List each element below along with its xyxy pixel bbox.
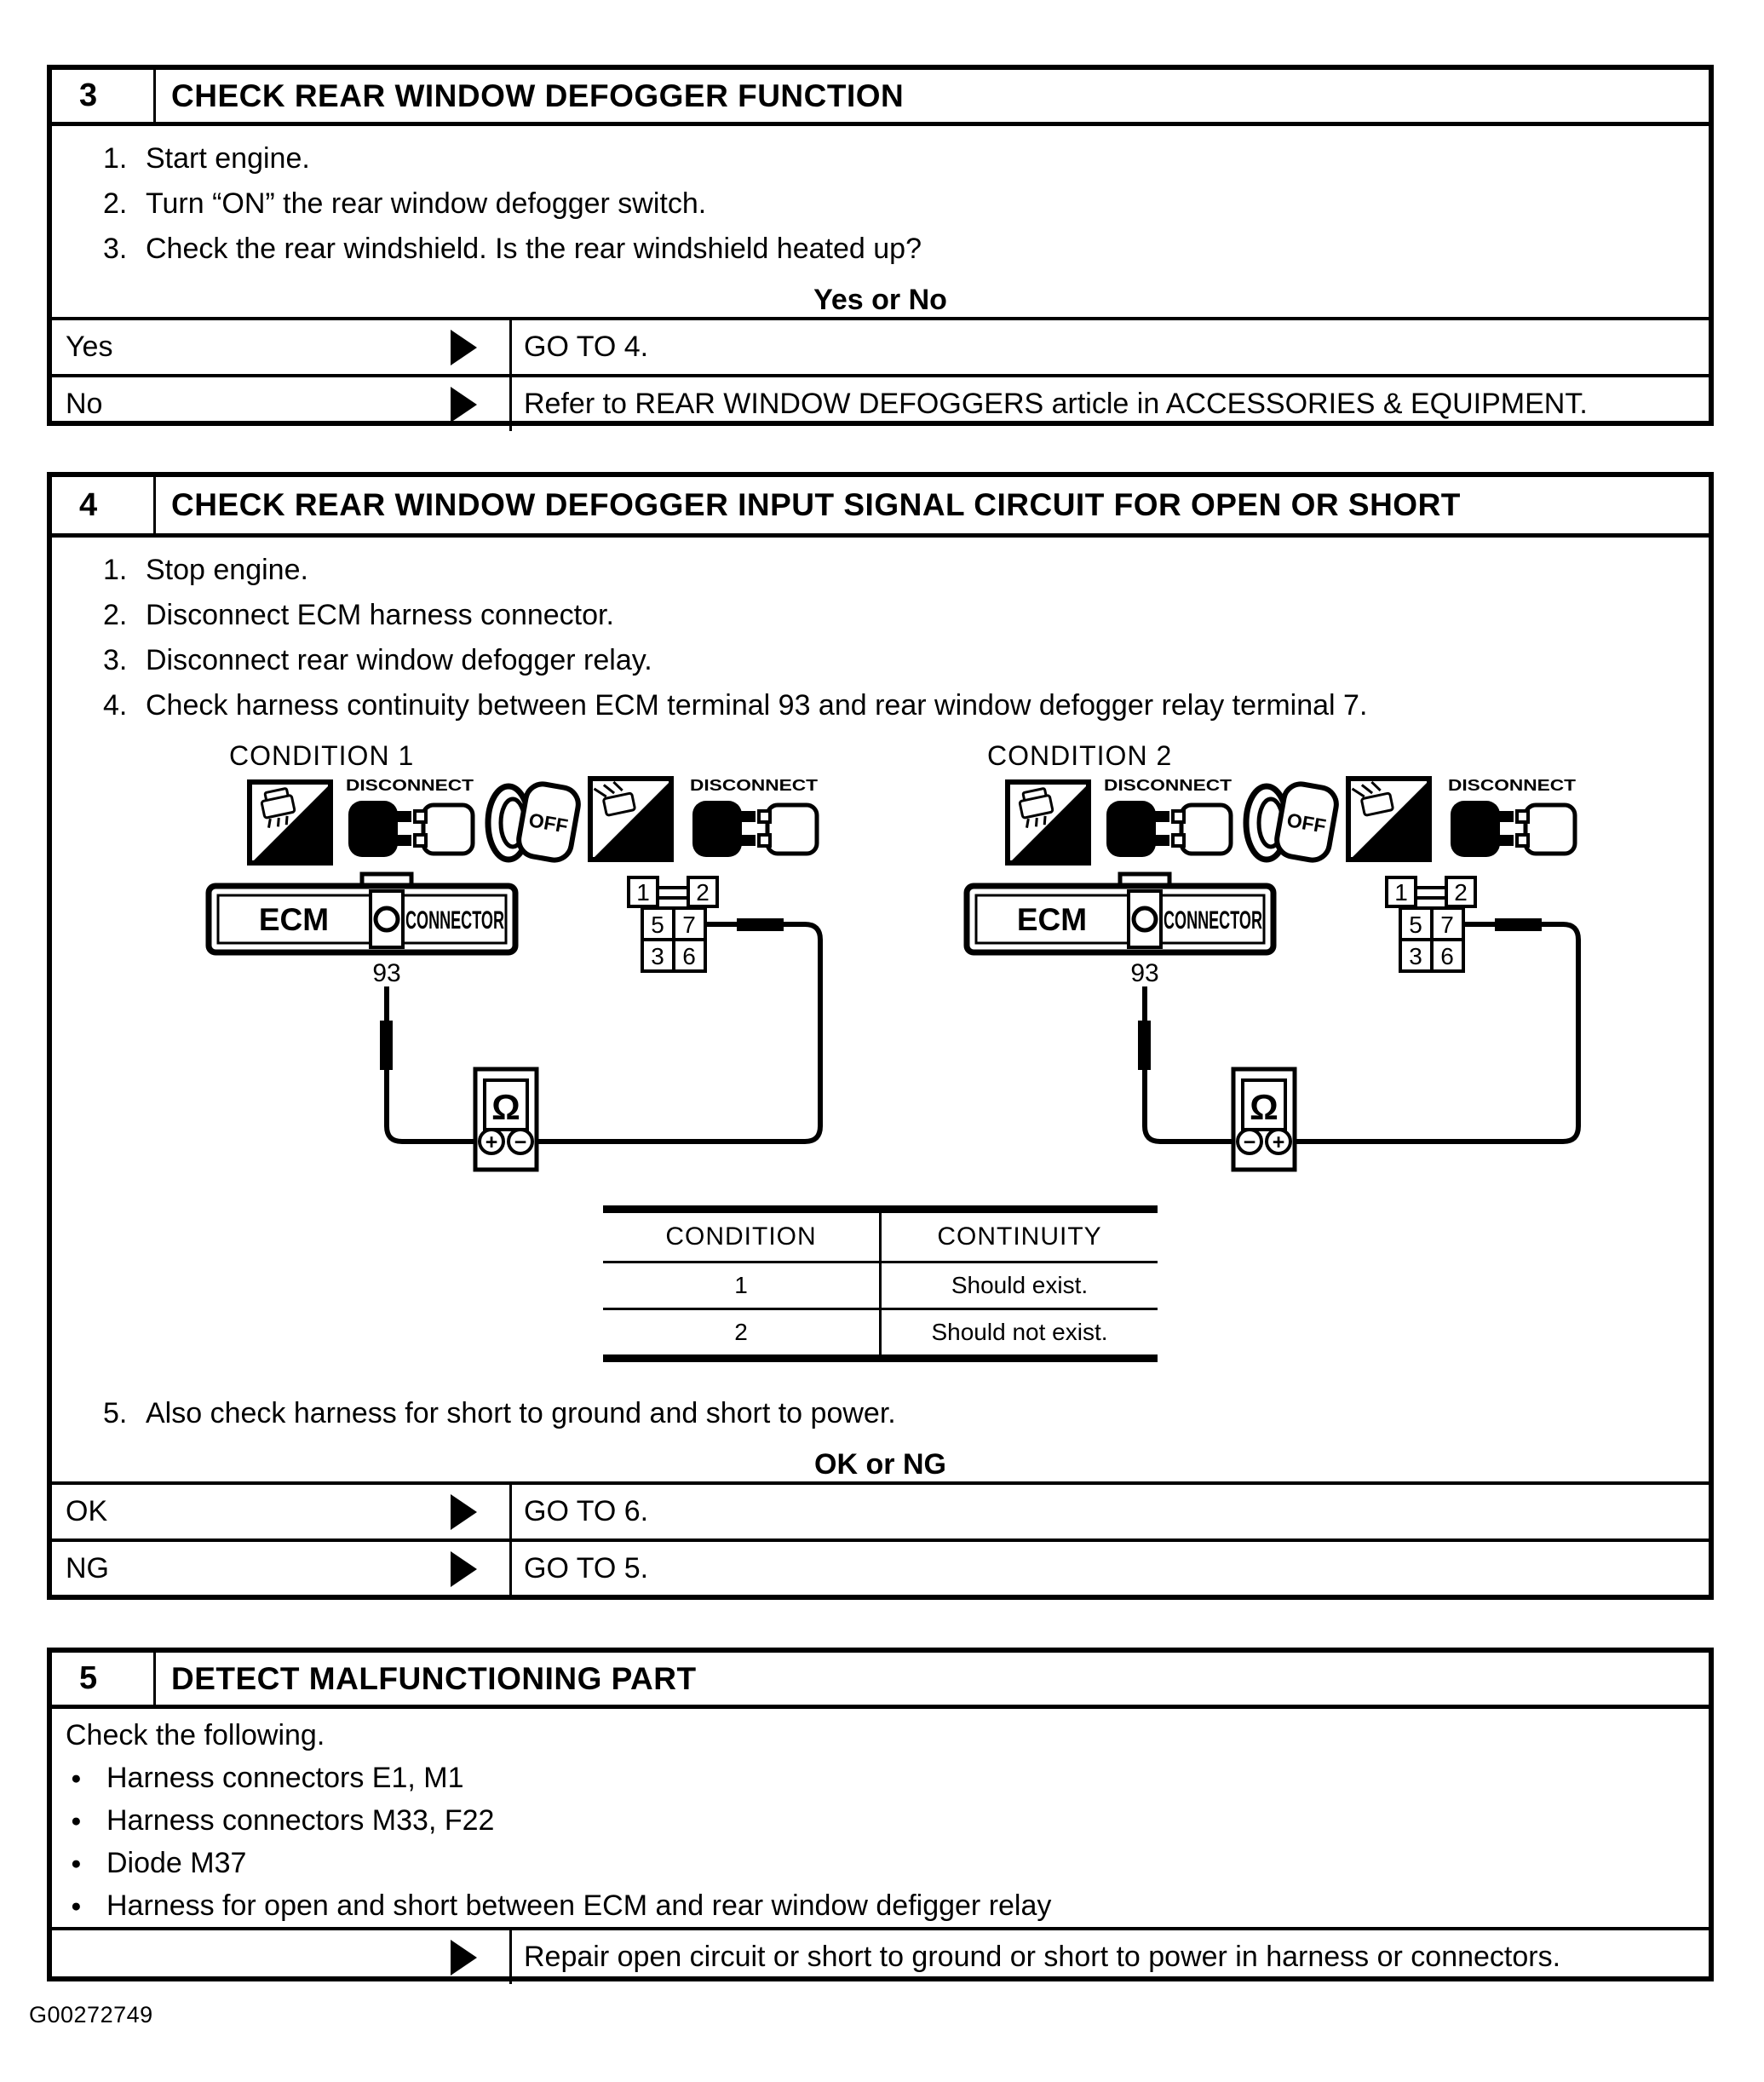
result-action: GO TO 6. [524, 1495, 649, 1527]
meter-terminal-left: − [1243, 1130, 1256, 1154]
result-row-ng [52, 1538, 1709, 1596]
arrow-right-icon [451, 387, 477, 423]
relay-terminal-2: 2 [696, 879, 710, 906]
result-row-action [52, 1927, 1709, 1984]
instruction-item: Also check harness for short to ground and short to power. [146, 1397, 896, 1429]
relay-terminal-6: 6 [682, 943, 696, 969]
column-header: CONTINUITY [881, 1210, 1158, 1262]
disconnect-label: DISCONNECT [690, 777, 818, 794]
table-header-row [603, 1210, 1158, 1262]
arrow-right-icon [451, 1551, 477, 1587]
step-box-3-header [52, 70, 1709, 126]
ohmmeter-icon [1233, 1069, 1295, 1170]
hs-badge-icon [1008, 782, 1089, 863]
result-label: Yes [66, 331, 113, 363]
relay-terminal-3: 3 [1409, 943, 1422, 969]
result-row-ok [52, 1481, 1709, 1538]
ts-badge-icon [1348, 779, 1429, 860]
wire-sleeve [380, 1021, 393, 1070]
table-cell: Should exist. [881, 1262, 1158, 1309]
condition-1-figure [147, 775, 897, 1176]
condition-2-figure [905, 775, 1655, 1176]
step-box-3 [47, 65, 1714, 426]
result-rows [52, 1481, 1709, 1596]
arrow-right-icon [451, 330, 477, 365]
condition-2-diagram [905, 740, 1655, 1180]
instruction-item: Disconnect ECM harness connector. [146, 599, 614, 631]
instruction-item: Start engine. [146, 142, 310, 175]
step-box-5 [47, 1648, 1714, 1981]
step-title: DETECT MALFUNCTIONING PART [171, 1660, 697, 1696]
hs-badge-label: H.S. [283, 835, 325, 859]
step-title: CHECK REAR WINDOW DEFOGGER FUNCTION [171, 78, 905, 113]
relay-terminal-5: 5 [1409, 912, 1422, 938]
key-off-label: OFF [526, 808, 570, 837]
figure-id: G00272749 [29, 2002, 153, 2027]
instruction-list [52, 136, 1709, 272]
checklist-item: ● Harness connectors E1, M1 [106, 1757, 1709, 1799]
table-cell: 2 [734, 1319, 748, 1345]
connector-label: CONNECTOR [405, 906, 505, 935]
step-title: CHECK REAR WINDOW DEFOGGER INPUT SIGNAL CIRCUIT FOR OPEN OR SHORT [171, 487, 1461, 522]
checklist-item: ● Diode M37 [106, 1842, 1709, 1884]
result-action: Repair open circuit or short to ground or short to power in harness or connectors. [524, 1941, 1561, 1973]
result-label: OK [66, 1495, 108, 1527]
condition-1-diagram [147, 740, 897, 1180]
step-number: 3 [52, 70, 156, 122]
step-box-4 [47, 472, 1714, 1600]
relay-terminal-1: 1 [1394, 879, 1408, 906]
condition-label: CONDITION 2 [987, 740, 1173, 771]
table-row [603, 1309, 1158, 1359]
result-label: No [66, 388, 103, 420]
step-number: 4 [52, 477, 156, 533]
relay-terminal-7: 7 [682, 912, 696, 938]
arrow-right-icon [451, 1494, 477, 1530]
wire-sleeve [1495, 918, 1542, 931]
ecm-label: ECM [258, 902, 330, 937]
ignition-key-off-icon [488, 781, 581, 862]
wiring-diagrams [52, 740, 1709, 1180]
instruction-list-continued [52, 1391, 1709, 1436]
meter-terminal-right: − [514, 1130, 527, 1154]
disconnect-label: DISCONNECT [1104, 777, 1232, 794]
key-off-label: OFF [1284, 808, 1328, 837]
arrow-right-icon [451, 1940, 477, 1976]
relay-terminal-7: 7 [1440, 912, 1454, 938]
result-action: GO TO 5. [524, 1552, 649, 1585]
ecm-connector-diagram [967, 874, 1273, 987]
relay-terminal-6: 6 [1440, 943, 1454, 969]
meter-terminal-right: + [1272, 1130, 1285, 1154]
ecm-terminal-93: 93 [1130, 959, 1159, 987]
ohm-symbol: Ω [491, 1087, 520, 1127]
ecm-label: ECM [1016, 902, 1088, 937]
relay-terminal-3: 3 [651, 943, 664, 969]
instruction-item: Turn “ON” the rear window defogger switch. [146, 187, 707, 220]
result-row-no [52, 374, 1709, 431]
disconnect-label: DISCONNECT [1448, 777, 1576, 794]
harness-wire [387, 924, 820, 1142]
condition-label: CONDITION 1 [229, 740, 415, 771]
ignition-key-off-icon [1246, 781, 1339, 862]
meter-terminal-left: + [485, 1130, 498, 1154]
step-number: 5 [52, 1653, 156, 1705]
result-row-yes [52, 317, 1709, 374]
ts-badge-label: T.S. [626, 831, 664, 855]
ecm-terminal-93: 93 [372, 959, 401, 987]
result-action: Refer to REAR WINDOW DEFOGGERS article in ACCESSORIES & EQUIPMENT. [524, 388, 1588, 420]
disconnect-icon [346, 777, 474, 857]
relay-terminal-5: 5 [651, 912, 664, 938]
ohmmeter-icon [475, 1069, 537, 1170]
wire-sleeve [1138, 1021, 1151, 1070]
decision-label: Yes or No [813, 284, 947, 316]
checklist-item: ● Harness connectors M33, F22 [106, 1799, 1709, 1842]
hs-badge-label: H.S. [1041, 835, 1083, 859]
harness-wire [1145, 924, 1578, 1142]
relay-terminal-1: 1 [636, 879, 650, 906]
instruction-item: Stop engine. [146, 554, 308, 586]
instruction-item: Check the rear windshield. Is the rear windshield heated up? [146, 233, 922, 265]
disconnect-icon [690, 777, 818, 857]
connector-label: CONNECTOR [1164, 906, 1263, 935]
wire-sleeve [737, 918, 784, 931]
checklist-intro: Check the following. [66, 1719, 325, 1751]
disconnect-label: DISCONNECT [346, 777, 474, 794]
ts-badge-label: T.S. [1384, 831, 1422, 855]
instruction-item: Check harness continuity between ECM terminal 93 and rear window defogger relay terminal 7. [146, 689, 1368, 722]
disconnect-icon [1448, 777, 1576, 857]
step-box-5-header [52, 1653, 1709, 1709]
relay-terminal-2: 2 [1454, 879, 1468, 906]
instruction-item: Disconnect rear window defogger relay. [146, 644, 652, 676]
ohm-symbol: Ω [1250, 1087, 1278, 1127]
result-rows [52, 1927, 1709, 1984]
table-cell: 1 [603, 1262, 881, 1309]
result-label: NG [66, 1552, 109, 1585]
checklist-item: ● Harness for open and short between ECM and rear window defigger relay [106, 1884, 1709, 1927]
column-header: CONDITION [603, 1210, 881, 1262]
continuity-table [603, 1205, 1158, 1362]
table-row [603, 1262, 1158, 1309]
result-rows [52, 317, 1709, 431]
step-box-4-header [52, 477, 1709, 538]
instruction-list [52, 548, 1709, 728]
result-action: GO TO 4. [524, 331, 649, 363]
ts-badge-icon [590, 779, 671, 860]
ecm-connector-diagram [209, 874, 515, 987]
hs-badge-icon [250, 782, 330, 863]
checklist [52, 1757, 1709, 1927]
table-cell: Should not exist. [881, 1309, 1158, 1359]
decision-label: OK or NG [814, 1448, 946, 1481]
disconnect-icon [1104, 777, 1232, 857]
